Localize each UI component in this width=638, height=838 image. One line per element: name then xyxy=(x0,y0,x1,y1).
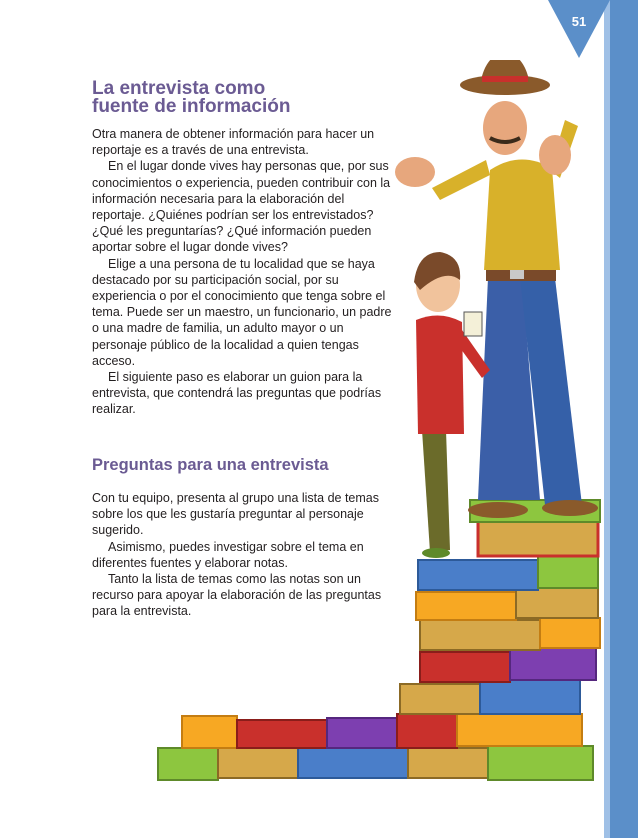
paragraph: Tanto la lista de temas como las notas son un recurso para apoyar la elaboración de las preguntas para la entrevista. xyxy=(92,572,382,619)
paragraph: Elige a una persona de tu localidad que se haya destacado por su participación social, por su experiencia o por el conocimiento que tenga sobre el tema. Puede ser un maestro, un funcionario, un padre o una madre de familia, un adulto mayor o un personaje público de la localidad a quien tengas acceso. xyxy=(92,256,392,368)
section-title-line-2: fuente de información xyxy=(92,96,291,117)
book-stack-illustration xyxy=(158,500,600,780)
paragraph: Asimismo, puedes investigar sobre el tema en diferentes fuentes y elaborar notas. xyxy=(92,539,364,570)
section-title-questions: Preguntas para una entrevista xyxy=(92,456,329,474)
paragraph: Con tu equipo, presenta al grupo una lista de temas sobre los que les gustaría preguntar al personaje sugerido. xyxy=(92,491,379,538)
paragraph: El siguiente paso es elaborar un guion para la entrevista, que contendrá las preguntas que podrías realizar. xyxy=(92,370,382,417)
section-title-line-1: La entrevista como xyxy=(92,78,266,99)
interview-illustration xyxy=(150,60,605,800)
page-number-tab xyxy=(548,0,610,58)
page-number: 51 xyxy=(571,14,587,29)
paragraph: Otra manera de obtener información para hacer un reportaje es a través de una entrevista. xyxy=(92,127,375,158)
paragraph: En el lugar donde vives hay personas que, por sus conocimientos o experiencia, pueden contribuir con la información necesaria para la elaboración del reportaje. ¿Quiénes podrían ser los entrevistados? ¿Qué les preguntarías? ¿Qué información pueden aportar sobre el lugar donde vives? xyxy=(92,159,391,255)
page-edge-stripe xyxy=(610,0,638,838)
